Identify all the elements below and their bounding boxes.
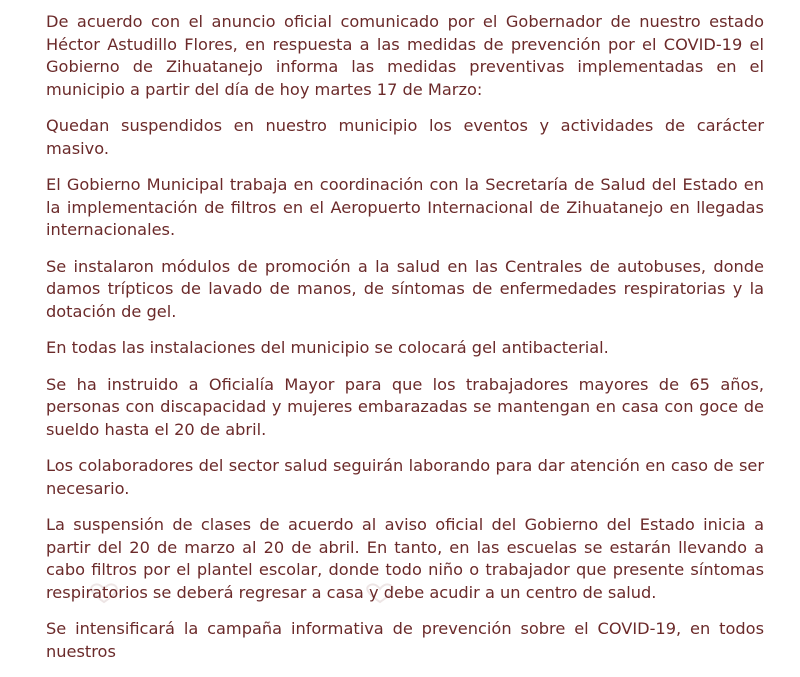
paragraph-school-suspension: La suspensión de clases de acuerdo al aviso oficial del Gobierno del Estado inicia a partir del 20 de marzo al 20 de abril. En tanto, en las escuelas se estarán llevando a cabo filtros por el plantel escolar, donde todo niño o trabajador que presente síntomas respiratorios se deberá regresar a casa y debe acudir a un centro de salud. bbox=[46, 515, 764, 602]
paragraph-announcement: De acuerdo con el anuncio oficial comunicado por el Gobernador de nuestro estado Héctor Astudillo Flores, en respuesta a las medidas de prevención por el COVID-19 el Gobierno de Zihuatanejo informa las medidas preventivas implementadas en el municipio a partir del día de hoy martes 17 de Marzo: bbox=[46, 12, 764, 99]
paragraph-health-sector: Los colaboradores del sector salud seguirán laborando para dar atención en caso de ser necesario. bbox=[46, 456, 764, 498]
paragraph-mass-events: Quedan suspendidos en nuestro municipio los eventos y actividades de carácter masivo. bbox=[46, 116, 764, 158]
heart-outline-icon bbox=[362, 582, 398, 604]
document-body bbox=[46, 11, 764, 677]
heart-outline-icon bbox=[86, 582, 122, 604]
paragraph-bus-stations: Se instalaron módulos de promoción a la salud en las Centrales de autobuses, donde damos trípticos de lavado de manos, de síntomas de enfermedades respiratorias y la dotación de gel. bbox=[46, 256, 764, 321]
paragraph-workers-at-home: Se ha instruido a Oficialía Mayor para que los trabajadores mayores de 65 años, personas con discapacidad y mujeres embarazadas se mantengan en casa con goce de sueldo hasta el 20 de abril. bbox=[46, 374, 764, 439]
paragraph-airport-filters: El Gobierno Municipal trabaja en coordinación con la Secretaría de Salud del Estado en la implementación de filtros en el Aeropuerto Internacional de Zihuatanejo en llegadas internacionales. bbox=[46, 175, 764, 239]
paragraph-campaign: Se intensificará la campaña informativa de prevención sobre el COVID-19, en todos nuestros bbox=[46, 619, 764, 661]
paragraph-antibacterial-gel: En todas las instalaciones del municipio se colocará gel antibacterial. bbox=[46, 338, 609, 357]
